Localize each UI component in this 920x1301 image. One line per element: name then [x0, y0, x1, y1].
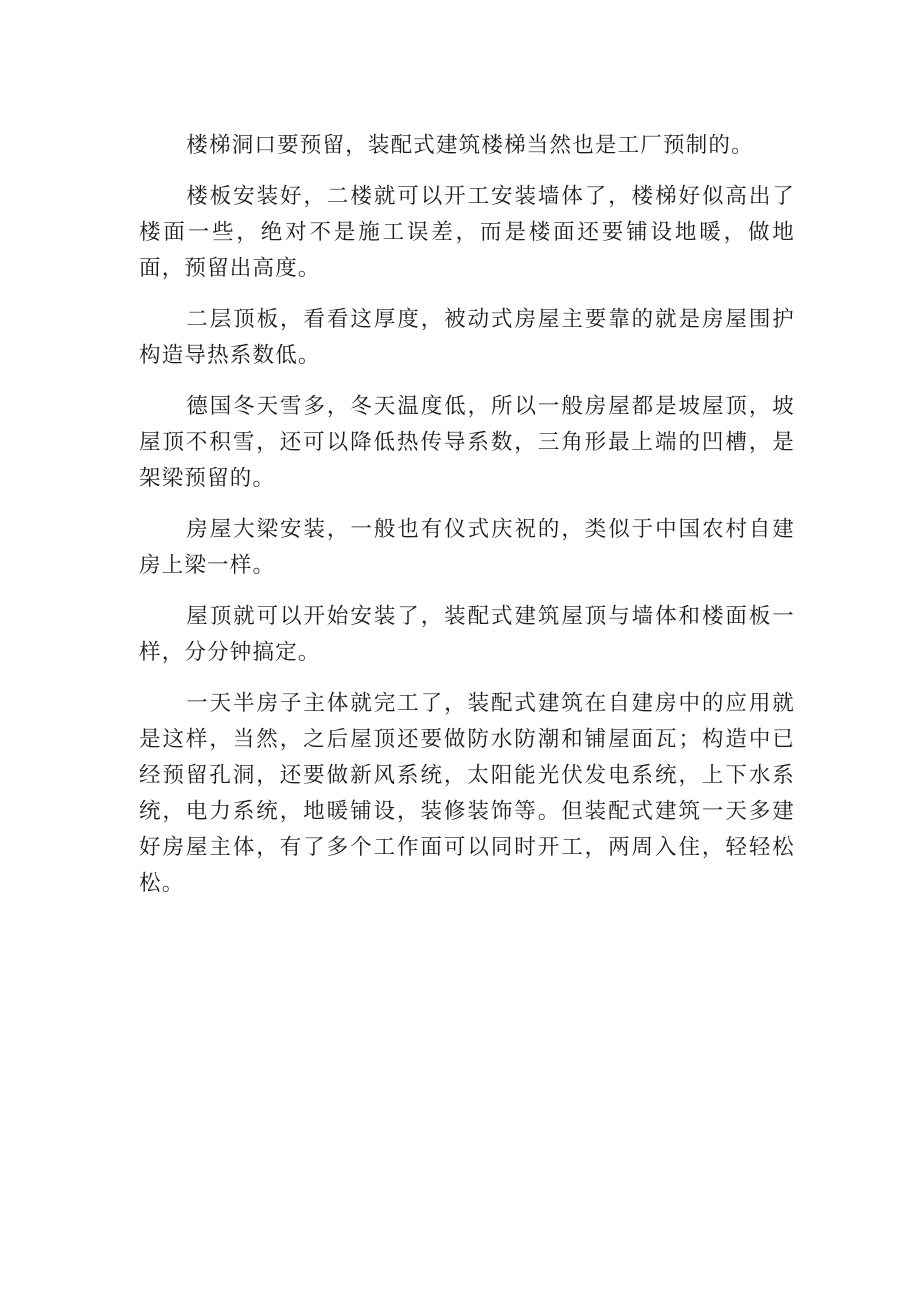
- paragraph-6: 屋顶就可以开始安装了，装配式建筑屋顶与墙体和楼面板一样，分分钟搞定。: [139, 604, 795, 665]
- paragraph-7: 一天半房子主体就完工了，装配式建筑在自建房中的应用就是这样，当然，之后屋顶还要做防水防潮和铺屋面瓦；构造中已经预留孔洞，还要做新风系统，太阳能光伏发电系统，上下水系统，电力系统，地暖铺设，装修装饰等。但装配式建筑一天多建好房屋主体，有了多个工作面可以同时开工，两周入住，轻轻松松。: [139, 691, 795, 896]
- paragraph-4: 德国冬天雪多，冬天温度低，所以一般房屋都是坡屋顶，坡屋顶不积雪，还可以降低热传导系数，三角形最上端的凹槽，是架梁预留的。: [139, 394, 795, 491]
- document-body: [139, 128, 795, 917]
- paragraph-5: 房屋大梁安装，一般也有仪式庆祝的，类似于中国农村自建房上梁一样。: [139, 517, 795, 578]
- paragraph-2: 楼板安装好，二楼就可以开工安装墙体了，楼梯好似高出了楼面一些，绝对不是施工误差，而是楼面还要铺设地暖，做地面，预留出高度。: [139, 184, 795, 281]
- paragraph-3: 二层顶板，看看这厚度，被动式房屋主要靠的就是房屋围护构造导热系数低。: [139, 307, 795, 368]
- paragraph-1: 楼梯洞口要预留，装配式建筑楼梯当然也是工厂预制的。: [186, 133, 754, 158]
